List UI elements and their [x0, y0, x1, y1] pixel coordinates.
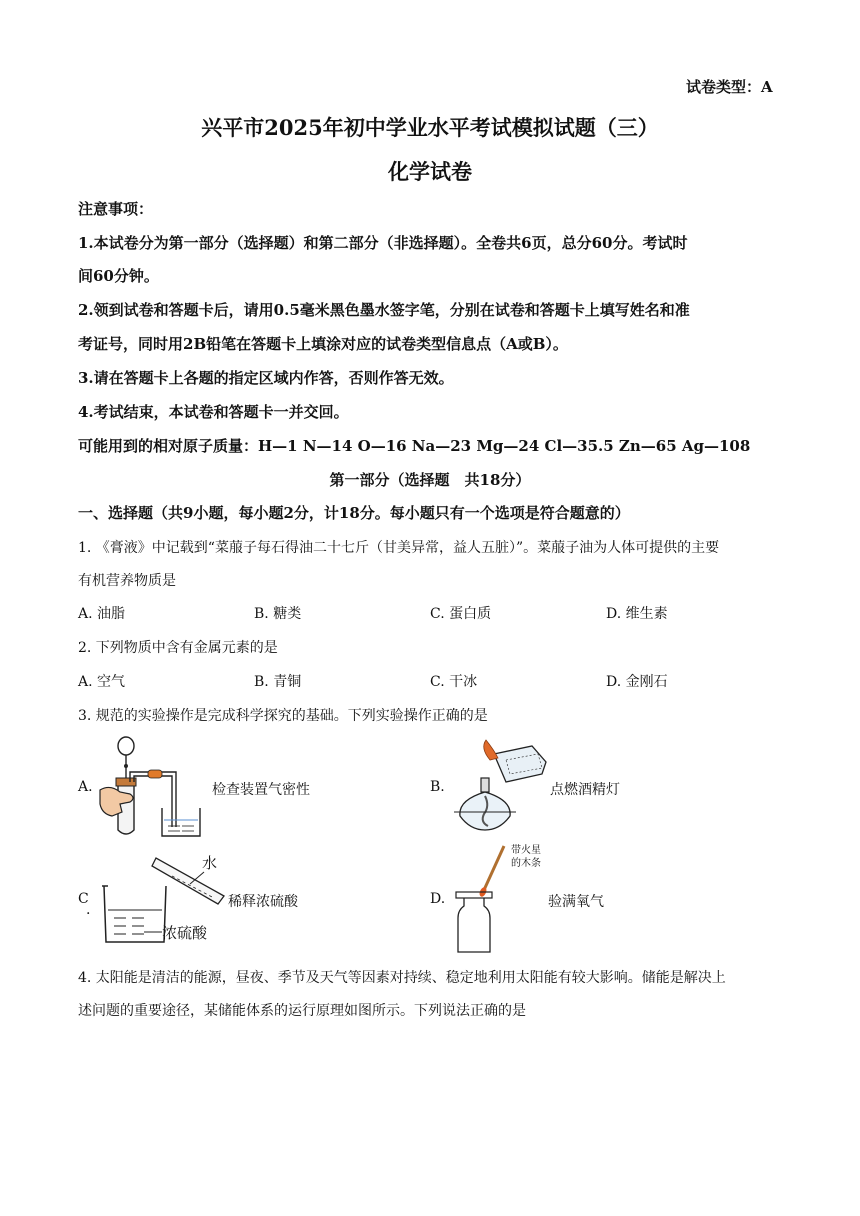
- q4-stem-line-2: 述问题的重要途径，某储能体系的运行原理如图所示。下列说法正确的是: [78, 1003, 526, 1019]
- q3-option-d-label: 验满氧气: [548, 894, 604, 910]
- note-3: 3.请在答题卡上各题的指定区域内作答，否则作答无效。: [78, 369, 454, 387]
- q1-option-c: C. 蛋白质: [430, 606, 492, 622]
- notes-heading: 注意事项：: [78, 200, 154, 218]
- q3-option-c-water-label: 水: [202, 854, 218, 872]
- paper-type: 试卷类型：A: [686, 78, 773, 96]
- q2-option-b: B. 青铜: [254, 674, 302, 690]
- q3-stem: 3. 规范的实验操作是完成科学探究的基础。下列实验操作正确的是: [78, 708, 488, 724]
- alcohol-lamp-illustration: [450, 740, 550, 834]
- exam-subtitle: 化学试卷: [388, 159, 472, 184]
- note-1-line-1: 1.本试卷分为第一部分（选择题）和第二部分（非选择题）。全卷共6页，总分60分。考试时: [78, 234, 688, 252]
- q3-option-d-letter: D.: [430, 891, 446, 907]
- q1-option-d: D. 维生素: [606, 606, 668, 622]
- section-heading: 一、选择题（共9小题，每小题2分，计18分。每小题只有一个选项是符合题意的）: [78, 504, 630, 522]
- q1-option-b: B. 糖类: [254, 606, 302, 622]
- oxygen-test-illustration: [450, 840, 510, 956]
- q3-option-c-letter: C: [78, 891, 89, 907]
- q4-stem-line-1: 4. 太阳能是清洁的能源，昼夜、季节及天气等因素对持续、稳定地利用太阳能有较大影响。储能是解决上: [78, 970, 726, 986]
- q3-option-b-letter: B.: [430, 779, 445, 795]
- note-4: 4.考试结束，本试卷和答题卡一并交回。: [78, 403, 349, 421]
- part1-heading: 第一部分（选择题 共18分）: [329, 471, 531, 489]
- q2-stem: 2. 下列物质中含有金属元素的是: [78, 640, 278, 656]
- q3-option-c-label: 稀释浓硫酸: [228, 894, 298, 910]
- q2-option-c: C. 干冰: [430, 674, 478, 690]
- note-2-line-1: 2.领到试卷和答题卡后，请用0.5毫米黑色墨水签字笔，分别在试卷和答题卡上填写姓名和准: [78, 301, 690, 319]
- q3-option-b-label: 点燃酒精灯: [550, 782, 620, 798]
- exam-title: 兴平市2025年初中学业水平考试模拟试题（三）: [201, 115, 659, 140]
- q2-option-d: D. 金刚石: [606, 674, 668, 690]
- atomic-masses: 可能用到的相对原子质量：H—1 N—14 O—16 Na—23 Mg—24 Cl—35.5 Zn—65 Ag—108: [78, 437, 751, 455]
- note-1-line-2: 间60分钟。: [78, 267, 159, 285]
- q3-option-d-stick-label-1: 带火星: [511, 845, 541, 856]
- q2-option-a: A. 空气: [78, 674, 126, 690]
- airtightness-check-illustration: [96, 732, 208, 840]
- q3-option-c-dot: .: [86, 902, 91, 918]
- q3-option-a-label: 检查装置气密性: [212, 782, 310, 798]
- note-2-line-2: 考证号，同时用2B铅笔在答题卡上填涂对应的试卷类型信息点（A或B）。: [78, 335, 568, 353]
- q3-option-d-stick-label-2: 的木条: [511, 858, 541, 869]
- q1-stem-line-2: 有机营养物质是: [78, 573, 176, 589]
- q3-option-c-acid-label: 浓硫酸: [162, 924, 208, 942]
- q1-stem-line-1: 1. 《膏液》中记载到“菜菔子每石得油二十七斤（甘美异常，益人五脏）”。菜菔子油为人体可提供的主要: [78, 540, 720, 556]
- q3-option-a-letter: A.: [78, 779, 93, 795]
- q1-option-a: A. 油脂: [78, 606, 126, 622]
